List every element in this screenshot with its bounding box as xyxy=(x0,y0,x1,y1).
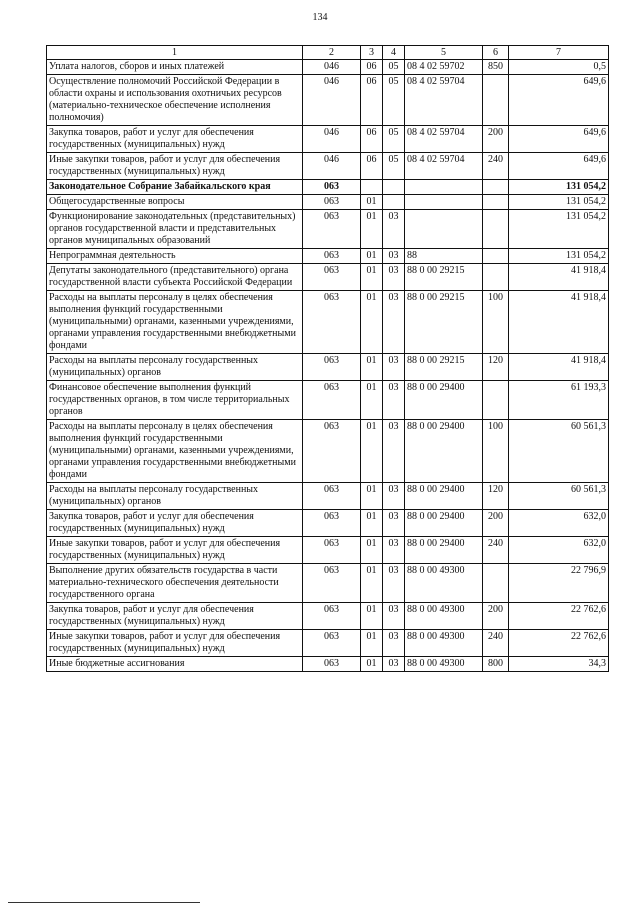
row-subsection-code xyxy=(383,180,405,195)
row-section-code: 01 xyxy=(361,483,383,510)
row-name: Общегосударственные вопросы xyxy=(47,195,303,210)
row-expense-type: 240 xyxy=(483,153,509,180)
row-name: Законодательное Собрание Забайкальского края xyxy=(47,180,303,195)
row-name: Непрограммная деятельность xyxy=(47,249,303,264)
row-subsection-code: 03 xyxy=(383,210,405,249)
table-row xyxy=(47,126,609,153)
row-name: Расходы на выплаты персоналу в целях обеспечения выполнения функций государственными (муниципальными) органами, казенными учреждениями, органами управления государственными внебюджетными фондами xyxy=(47,420,303,483)
row-section-code: 01 xyxy=(361,264,383,291)
table-row xyxy=(47,483,609,510)
row-subsection-code: 03 xyxy=(383,657,405,672)
row-subsection-code: 03 xyxy=(383,381,405,420)
row-admin-code: 063 xyxy=(303,195,361,210)
table-row xyxy=(47,630,609,657)
row-name: Иные бюджетные ассигнования xyxy=(47,657,303,672)
table-row xyxy=(47,180,609,195)
row-section-code: 01 xyxy=(361,210,383,249)
row-admin-code: 046 xyxy=(303,153,361,180)
row-target-code: 88 0 00 29215 xyxy=(405,354,483,381)
row-admin-code: 063 xyxy=(303,381,361,420)
row-name: Депутаты законодательного (представительного) органа государственной власти субъекта Российской Федерации xyxy=(47,264,303,291)
row-subsection-code: 03 xyxy=(383,264,405,291)
table-row xyxy=(47,420,609,483)
row-expense-type xyxy=(483,180,509,195)
table-row xyxy=(47,657,609,672)
header-col-4: 4 xyxy=(383,46,405,60)
row-amount: 22 796,9 xyxy=(509,564,609,603)
header-col-6: 6 xyxy=(483,46,509,60)
row-target-code: 88 0 00 29400 xyxy=(405,420,483,483)
row-expense-type: 200 xyxy=(483,603,509,630)
row-name: Финансовое обеспечение выполнения функций государственных органов, в том числе территориальных органов xyxy=(47,381,303,420)
row-amount: 632,0 xyxy=(509,510,609,537)
row-expense-type xyxy=(483,195,509,210)
table-row xyxy=(47,510,609,537)
row-subsection-code: 03 xyxy=(383,291,405,354)
header-col-2: 2 xyxy=(303,46,361,60)
row-section-code: 01 xyxy=(361,249,383,264)
row-target-code xyxy=(405,195,483,210)
row-target-code: 88 xyxy=(405,249,483,264)
row-admin-code: 063 xyxy=(303,180,361,195)
row-target-code xyxy=(405,210,483,249)
row-target-code: 88 0 00 29400 xyxy=(405,381,483,420)
table-row xyxy=(47,210,609,249)
row-expense-type: 120 xyxy=(483,354,509,381)
row-admin-code: 063 xyxy=(303,354,361,381)
row-admin-code: 063 xyxy=(303,420,361,483)
row-amount: 649,6 xyxy=(509,75,609,126)
row-expense-type: 850 xyxy=(483,60,509,75)
row-name: Функционирование законодательных (представительных) органов государственной власти и представительных органов муниципальных образований xyxy=(47,210,303,249)
row-section-code: 01 xyxy=(361,630,383,657)
row-target-code: 88 0 00 29400 xyxy=(405,483,483,510)
budget-table xyxy=(46,45,609,672)
row-admin-code: 063 xyxy=(303,264,361,291)
row-amount: 649,6 xyxy=(509,153,609,180)
row-admin-code: 063 xyxy=(303,603,361,630)
row-subsection-code xyxy=(383,195,405,210)
header-col-7: 7 xyxy=(509,46,609,60)
row-expense-type: 120 xyxy=(483,483,509,510)
row-expense-type: 800 xyxy=(483,657,509,672)
row-subsection-code: 03 xyxy=(383,354,405,381)
row-amount: 632,0 xyxy=(509,537,609,564)
table-row xyxy=(47,603,609,630)
row-admin-code: 063 xyxy=(303,249,361,264)
row-expense-type: 240 xyxy=(483,630,509,657)
row-admin-code: 063 xyxy=(303,537,361,564)
table-row xyxy=(47,537,609,564)
row-amount: 34,3 xyxy=(509,657,609,672)
row-section-code: 06 xyxy=(361,153,383,180)
row-section-code: 01 xyxy=(361,510,383,537)
table-row xyxy=(47,249,609,264)
row-subsection-code: 03 xyxy=(383,483,405,510)
row-subsection-code: 03 xyxy=(383,630,405,657)
table-row xyxy=(47,264,609,291)
row-subsection-code: 05 xyxy=(383,126,405,153)
row-section-code: 06 xyxy=(361,126,383,153)
row-expense-type xyxy=(483,75,509,126)
row-admin-code: 063 xyxy=(303,657,361,672)
table-row xyxy=(47,564,609,603)
row-name: Уплата налогов, сборов и иных платежей xyxy=(47,60,303,75)
row-subsection-code: 05 xyxy=(383,75,405,126)
row-amount: 131 054,2 xyxy=(509,180,609,195)
header-col-1: 1 xyxy=(47,46,303,60)
row-subsection-code: 05 xyxy=(383,153,405,180)
row-subsection-code: 03 xyxy=(383,537,405,564)
row-admin-code: 063 xyxy=(303,510,361,537)
row-expense-type xyxy=(483,564,509,603)
row-name: Закупка товаров, работ и услуг для обеспечения государственных (муниципальных) нужд xyxy=(47,603,303,630)
row-amount: 22 762,6 xyxy=(509,603,609,630)
row-amount: 61 193,3 xyxy=(509,381,609,420)
row-amount: 41 918,4 xyxy=(509,291,609,354)
row-section-code xyxy=(361,180,383,195)
row-section-code: 01 xyxy=(361,195,383,210)
row-section-code: 06 xyxy=(361,60,383,75)
row-section-code: 01 xyxy=(361,291,383,354)
row-admin-code: 063 xyxy=(303,210,361,249)
footnote-separator xyxy=(8,902,200,903)
row-target-code xyxy=(405,180,483,195)
row-name: Осуществление полномочий Российской Федерации в области охраны и использования охотничьих ресурсов (материально-техническое обеспечение исполнения полномочия) xyxy=(47,75,303,126)
table-row xyxy=(47,195,609,210)
row-subsection-code: 03 xyxy=(383,249,405,264)
row-admin-code: 046 xyxy=(303,60,361,75)
table-row xyxy=(47,354,609,381)
row-name: Иные закупки товаров, работ и услуг для обеспечения государственных (муниципальных) нужд xyxy=(47,153,303,180)
row-amount: 131 054,2 xyxy=(509,210,609,249)
row-name: Иные закупки товаров, работ и услуг для обеспечения государственных (муниципальных) нужд xyxy=(47,537,303,564)
row-subsection-code: 03 xyxy=(383,564,405,603)
row-section-code: 01 xyxy=(361,420,383,483)
row-target-code: 88 0 00 29215 xyxy=(405,264,483,291)
table-row xyxy=(47,291,609,354)
row-target-code: 08 4 02 59704 xyxy=(405,153,483,180)
row-target-code: 88 0 00 29400 xyxy=(405,537,483,564)
row-amount: 41 918,4 xyxy=(509,354,609,381)
row-expense-type: 200 xyxy=(483,126,509,153)
row-target-code: 88 0 00 29215 xyxy=(405,291,483,354)
row-amount: 60 561,3 xyxy=(509,483,609,510)
table-header-row xyxy=(47,46,609,60)
row-section-code: 01 xyxy=(361,537,383,564)
row-name: Закупка товаров, работ и услуг для обеспечения государственных (муниципальных) нужд xyxy=(47,510,303,537)
row-amount: 41 918,4 xyxy=(509,264,609,291)
row-target-code: 88 0 00 49300 xyxy=(405,603,483,630)
row-name: Расходы на выплаты персоналу государственных (муниципальных) органов xyxy=(47,354,303,381)
row-expense-type xyxy=(483,210,509,249)
row-target-code: 88 0 00 49300 xyxy=(405,630,483,657)
row-expense-type xyxy=(483,264,509,291)
header-col-5: 5 xyxy=(405,46,483,60)
row-subsection-code: 03 xyxy=(383,510,405,537)
row-subsection-code: 05 xyxy=(383,60,405,75)
page-number: 134 xyxy=(312,12,328,23)
row-target-code: 08 4 02 59704 xyxy=(405,126,483,153)
row-subsection-code: 03 xyxy=(383,420,405,483)
row-target-code: 88 0 00 49300 xyxy=(405,657,483,672)
row-amount: 649,6 xyxy=(509,126,609,153)
row-section-code: 01 xyxy=(361,381,383,420)
row-section-code: 01 xyxy=(361,657,383,672)
row-target-code: 88 0 00 49300 xyxy=(405,564,483,603)
row-section-code: 01 xyxy=(361,603,383,630)
row-expense-type: 200 xyxy=(483,510,509,537)
table-row xyxy=(47,60,609,75)
row-admin-code: 046 xyxy=(303,126,361,153)
row-target-code: 08 4 02 59704 xyxy=(405,75,483,126)
row-admin-code: 063 xyxy=(303,630,361,657)
row-admin-code: 046 xyxy=(303,75,361,126)
row-name: Выполнение других обязательств государства в части материально-технического обеспечения деятельности государственного органа xyxy=(47,564,303,603)
row-amount: 0,5 xyxy=(509,60,609,75)
row-section-code: 01 xyxy=(361,354,383,381)
row-expense-type: 240 xyxy=(483,537,509,564)
row-section-code: 06 xyxy=(361,75,383,126)
row-target-code: 88 0 00 29400 xyxy=(405,510,483,537)
row-amount: 60 561,3 xyxy=(509,420,609,483)
row-name: Расходы на выплаты персоналу в целях обеспечения выполнения функций государственными (муниципальными) органами, казенными учреждениями, органами управления государственными внебюджетными фондами xyxy=(47,291,303,354)
row-name: Иные закупки товаров, работ и услуг для обеспечения государственных (муниципальных) нужд xyxy=(47,630,303,657)
row-expense-type: 100 xyxy=(483,291,509,354)
row-admin-code: 063 xyxy=(303,564,361,603)
table-row xyxy=(47,381,609,420)
row-name: Расходы на выплаты персоналу государственных (муниципальных) органов xyxy=(47,483,303,510)
row-amount: 131 054,2 xyxy=(509,249,609,264)
row-target-code: 08 4 02 59702 xyxy=(405,60,483,75)
row-admin-code: 063 xyxy=(303,291,361,354)
row-expense-type: 100 xyxy=(483,420,509,483)
header-col-3: 3 xyxy=(361,46,383,60)
row-amount: 22 762,6 xyxy=(509,630,609,657)
row-section-code: 01 xyxy=(361,564,383,603)
row-amount: 131 054,2 xyxy=(509,195,609,210)
row-expense-type xyxy=(483,249,509,264)
row-admin-code: 063 xyxy=(303,483,361,510)
table-row xyxy=(47,153,609,180)
row-expense-type xyxy=(483,381,509,420)
table-row xyxy=(47,75,609,126)
row-subsection-code: 03 xyxy=(383,603,405,630)
row-name: Закупка товаров, работ и услуг для обеспечения государственных (муниципальных) нужд xyxy=(47,126,303,153)
